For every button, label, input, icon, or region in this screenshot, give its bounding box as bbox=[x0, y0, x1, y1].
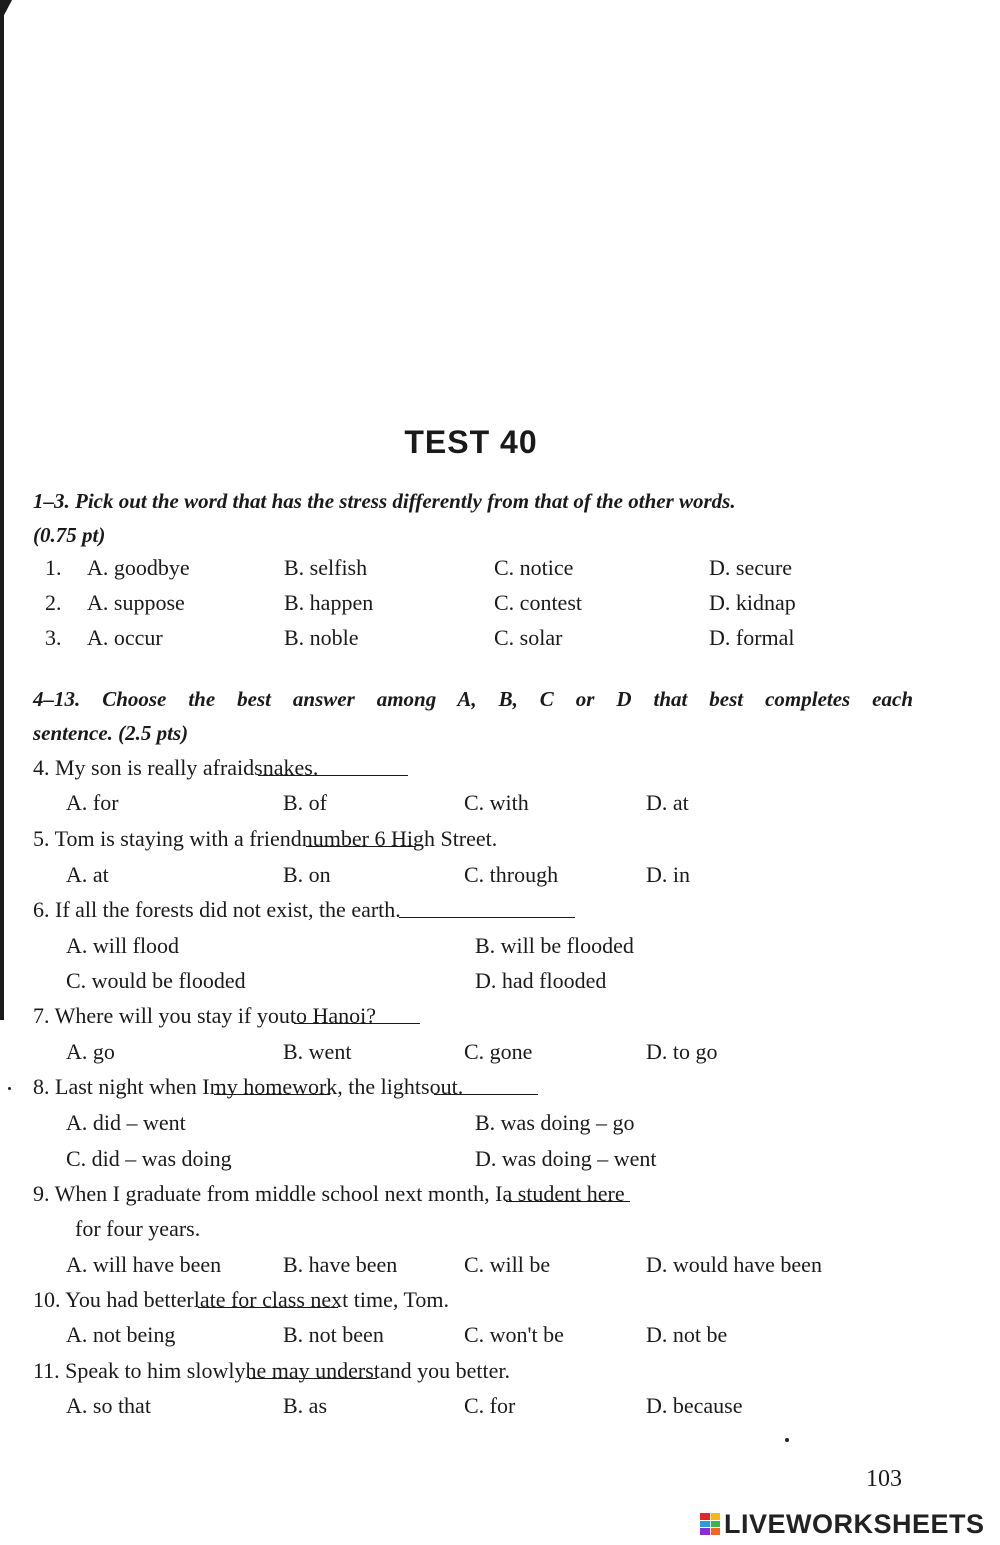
section1-instruction bbox=[33, 484, 913, 552]
page-number: 103 bbox=[866, 1466, 902, 1492]
question-3-row bbox=[0, 623, 1000, 653]
option-c[interactable]: C. with bbox=[464, 790, 529, 815]
stem-text: 7. Where will you stay if you bbox=[33, 1003, 290, 1028]
option-d[interactable]: D. not be bbox=[646, 1322, 728, 1347]
question-number: 3. bbox=[45, 625, 62, 650]
question-5-options bbox=[0, 860, 1000, 890]
question-8-options-row1 bbox=[0, 1108, 1000, 1138]
answer-blank[interactable] bbox=[258, 755, 408, 776]
option-b[interactable]: B. as bbox=[283, 1393, 327, 1418]
option-a[interactable]: A. so that bbox=[66, 1393, 151, 1418]
option-d[interactable]: D. had flooded bbox=[475, 968, 607, 993]
stem-text: 9. When I graduate from middle school next month, I bbox=[33, 1181, 503, 1206]
question-4-options bbox=[0, 788, 1000, 818]
stem-text: he may understand you better. bbox=[245, 1358, 511, 1383]
option-c[interactable]: C. did – was doing bbox=[66, 1146, 232, 1171]
question-8-stem bbox=[33, 1072, 463, 1102]
answer-blank[interactable] bbox=[249, 1358, 377, 1379]
option-b[interactable]: B. was doing – go bbox=[475, 1110, 635, 1135]
question-6-options-row1 bbox=[0, 931, 1000, 961]
question-11-stem bbox=[33, 1356, 510, 1386]
question-6-options-row2 bbox=[0, 966, 1000, 996]
answer-blank[interactable] bbox=[506, 1181, 630, 1202]
option-a[interactable]: A. did – went bbox=[66, 1110, 186, 1135]
option-d[interactable]: D. was doing – went bbox=[475, 1146, 657, 1171]
stem-text: out. bbox=[429, 1074, 464, 1099]
stem-text: 5. Tom is staying with a friend bbox=[33, 826, 302, 851]
stem-text: to Hanoi? bbox=[289, 1003, 376, 1028]
section2-instruction-line1: 4–13. Choose the best answer among A, B, C or D that best completes each bbox=[33, 687, 913, 711]
stem-text: a student here bbox=[502, 1181, 625, 1206]
answer-blank[interactable] bbox=[434, 1074, 538, 1095]
stem-text: 8. Last night when I bbox=[33, 1074, 210, 1099]
option-a[interactable]: A. goodbye bbox=[87, 555, 190, 580]
option-c[interactable]: C. for bbox=[464, 1393, 516, 1418]
stem-text: number 6 High Street. bbox=[301, 826, 498, 851]
option-b[interactable]: B. went bbox=[283, 1039, 352, 1064]
stem-text: 11. Speak to him slowly bbox=[33, 1358, 246, 1383]
stem-text: for four years. bbox=[75, 1216, 201, 1241]
question-1-row bbox=[0, 553, 1000, 583]
option-b[interactable]: B. will be flooded bbox=[475, 933, 634, 958]
option-b[interactable]: B. happen bbox=[284, 590, 374, 615]
question-6-stem bbox=[33, 895, 401, 925]
question-7-stem bbox=[33, 1001, 376, 1031]
scan-speck bbox=[785, 1438, 789, 1442]
test-title: TEST 40 bbox=[404, 424, 538, 460]
section1-instruction-line2: (0.75 pt) bbox=[33, 523, 106, 547]
question-number: 2. bbox=[45, 590, 62, 615]
section2-instruction-line2: sentence. (2.5 pts) bbox=[33, 721, 189, 745]
option-c[interactable]: C. won't be bbox=[464, 1322, 564, 1347]
option-d[interactable]: D. would have been bbox=[646, 1252, 822, 1277]
question-9-options bbox=[0, 1250, 1000, 1280]
option-c[interactable]: C. through bbox=[464, 862, 559, 887]
section2-instruction bbox=[33, 682, 913, 750]
question-7-options bbox=[0, 1037, 1000, 1067]
option-b[interactable]: B. on bbox=[283, 862, 331, 887]
option-a[interactable]: A. for bbox=[66, 790, 119, 815]
question-4-stem bbox=[33, 753, 318, 783]
question-number: 1. bbox=[45, 555, 62, 580]
option-a[interactable]: A. not being bbox=[66, 1322, 176, 1347]
answer-blank[interactable] bbox=[399, 897, 575, 918]
option-b[interactable]: B. selfish bbox=[284, 555, 368, 580]
option-c[interactable]: C. solar bbox=[494, 625, 563, 650]
option-d[interactable]: D. kidnap bbox=[709, 590, 796, 615]
stem-text: 4. My son is really afraid bbox=[33, 755, 255, 780]
option-b[interactable]: B. not been bbox=[283, 1322, 384, 1347]
answer-blank[interactable] bbox=[198, 1287, 338, 1308]
stem-text: late for class next time, Tom. bbox=[193, 1287, 449, 1312]
liveworksheets-logo-icon bbox=[700, 1513, 720, 1535]
option-c[interactable]: C. will be bbox=[464, 1252, 551, 1277]
option-b[interactable]: B. of bbox=[283, 790, 327, 815]
option-d[interactable]: D. formal bbox=[709, 625, 795, 650]
option-c[interactable]: C. contest bbox=[494, 590, 582, 615]
stem-text: 10. You had better bbox=[33, 1287, 194, 1312]
option-a[interactable]: A. go bbox=[66, 1039, 115, 1064]
question-2-row bbox=[0, 588, 1000, 618]
liveworksheets-brand[interactable] bbox=[700, 1508, 985, 1540]
option-c[interactable]: C. gone bbox=[464, 1039, 533, 1064]
option-d[interactable]: D. because bbox=[646, 1393, 743, 1418]
scan-speck bbox=[8, 1087, 11, 1090]
question-9-stem bbox=[33, 1179, 625, 1209]
option-d[interactable]: D. to go bbox=[646, 1039, 718, 1064]
question-10-stem bbox=[33, 1285, 449, 1315]
option-b[interactable]: B. noble bbox=[284, 625, 359, 650]
option-c[interactable]: C. notice bbox=[494, 555, 574, 580]
answer-blank[interactable] bbox=[214, 1074, 330, 1095]
option-a[interactable]: A. will have been bbox=[66, 1252, 222, 1277]
answer-blank[interactable] bbox=[306, 826, 416, 847]
option-d[interactable]: D. at bbox=[646, 790, 689, 815]
option-b[interactable]: B. have been bbox=[283, 1252, 398, 1277]
stem-text: snakes. bbox=[254, 755, 319, 780]
option-a[interactable]: A. occur bbox=[87, 625, 163, 650]
option-a[interactable]: A. at bbox=[66, 862, 109, 887]
stem-text: my homework, the lights bbox=[209, 1074, 430, 1099]
question-8-options-row2 bbox=[0, 1144, 1000, 1174]
question-5-stem bbox=[33, 824, 497, 854]
stem-text: . bbox=[395, 897, 401, 922]
question-11-options bbox=[0, 1391, 1000, 1421]
option-c[interactable]: C. would be flooded bbox=[66, 968, 246, 993]
section1-instruction-line1: 1–3. Pick out the word that has the stress differently from that of the other words. bbox=[33, 489, 736, 513]
option-a[interactable]: A. will flood bbox=[66, 933, 180, 958]
stem-text: 6. If all the forests did not exist, the earth bbox=[33, 897, 396, 922]
question-10-options bbox=[0, 1320, 1000, 1350]
option-a[interactable]: A. suppose bbox=[87, 590, 185, 615]
brand-name: LIVEWORKSHEETS bbox=[724, 1508, 985, 1539]
option-d[interactable]: D. in bbox=[646, 862, 690, 887]
scan-edge-top bbox=[0, 0, 12, 16]
option-d[interactable]: D. secure bbox=[709, 555, 793, 580]
answer-blank[interactable] bbox=[294, 1003, 420, 1024]
